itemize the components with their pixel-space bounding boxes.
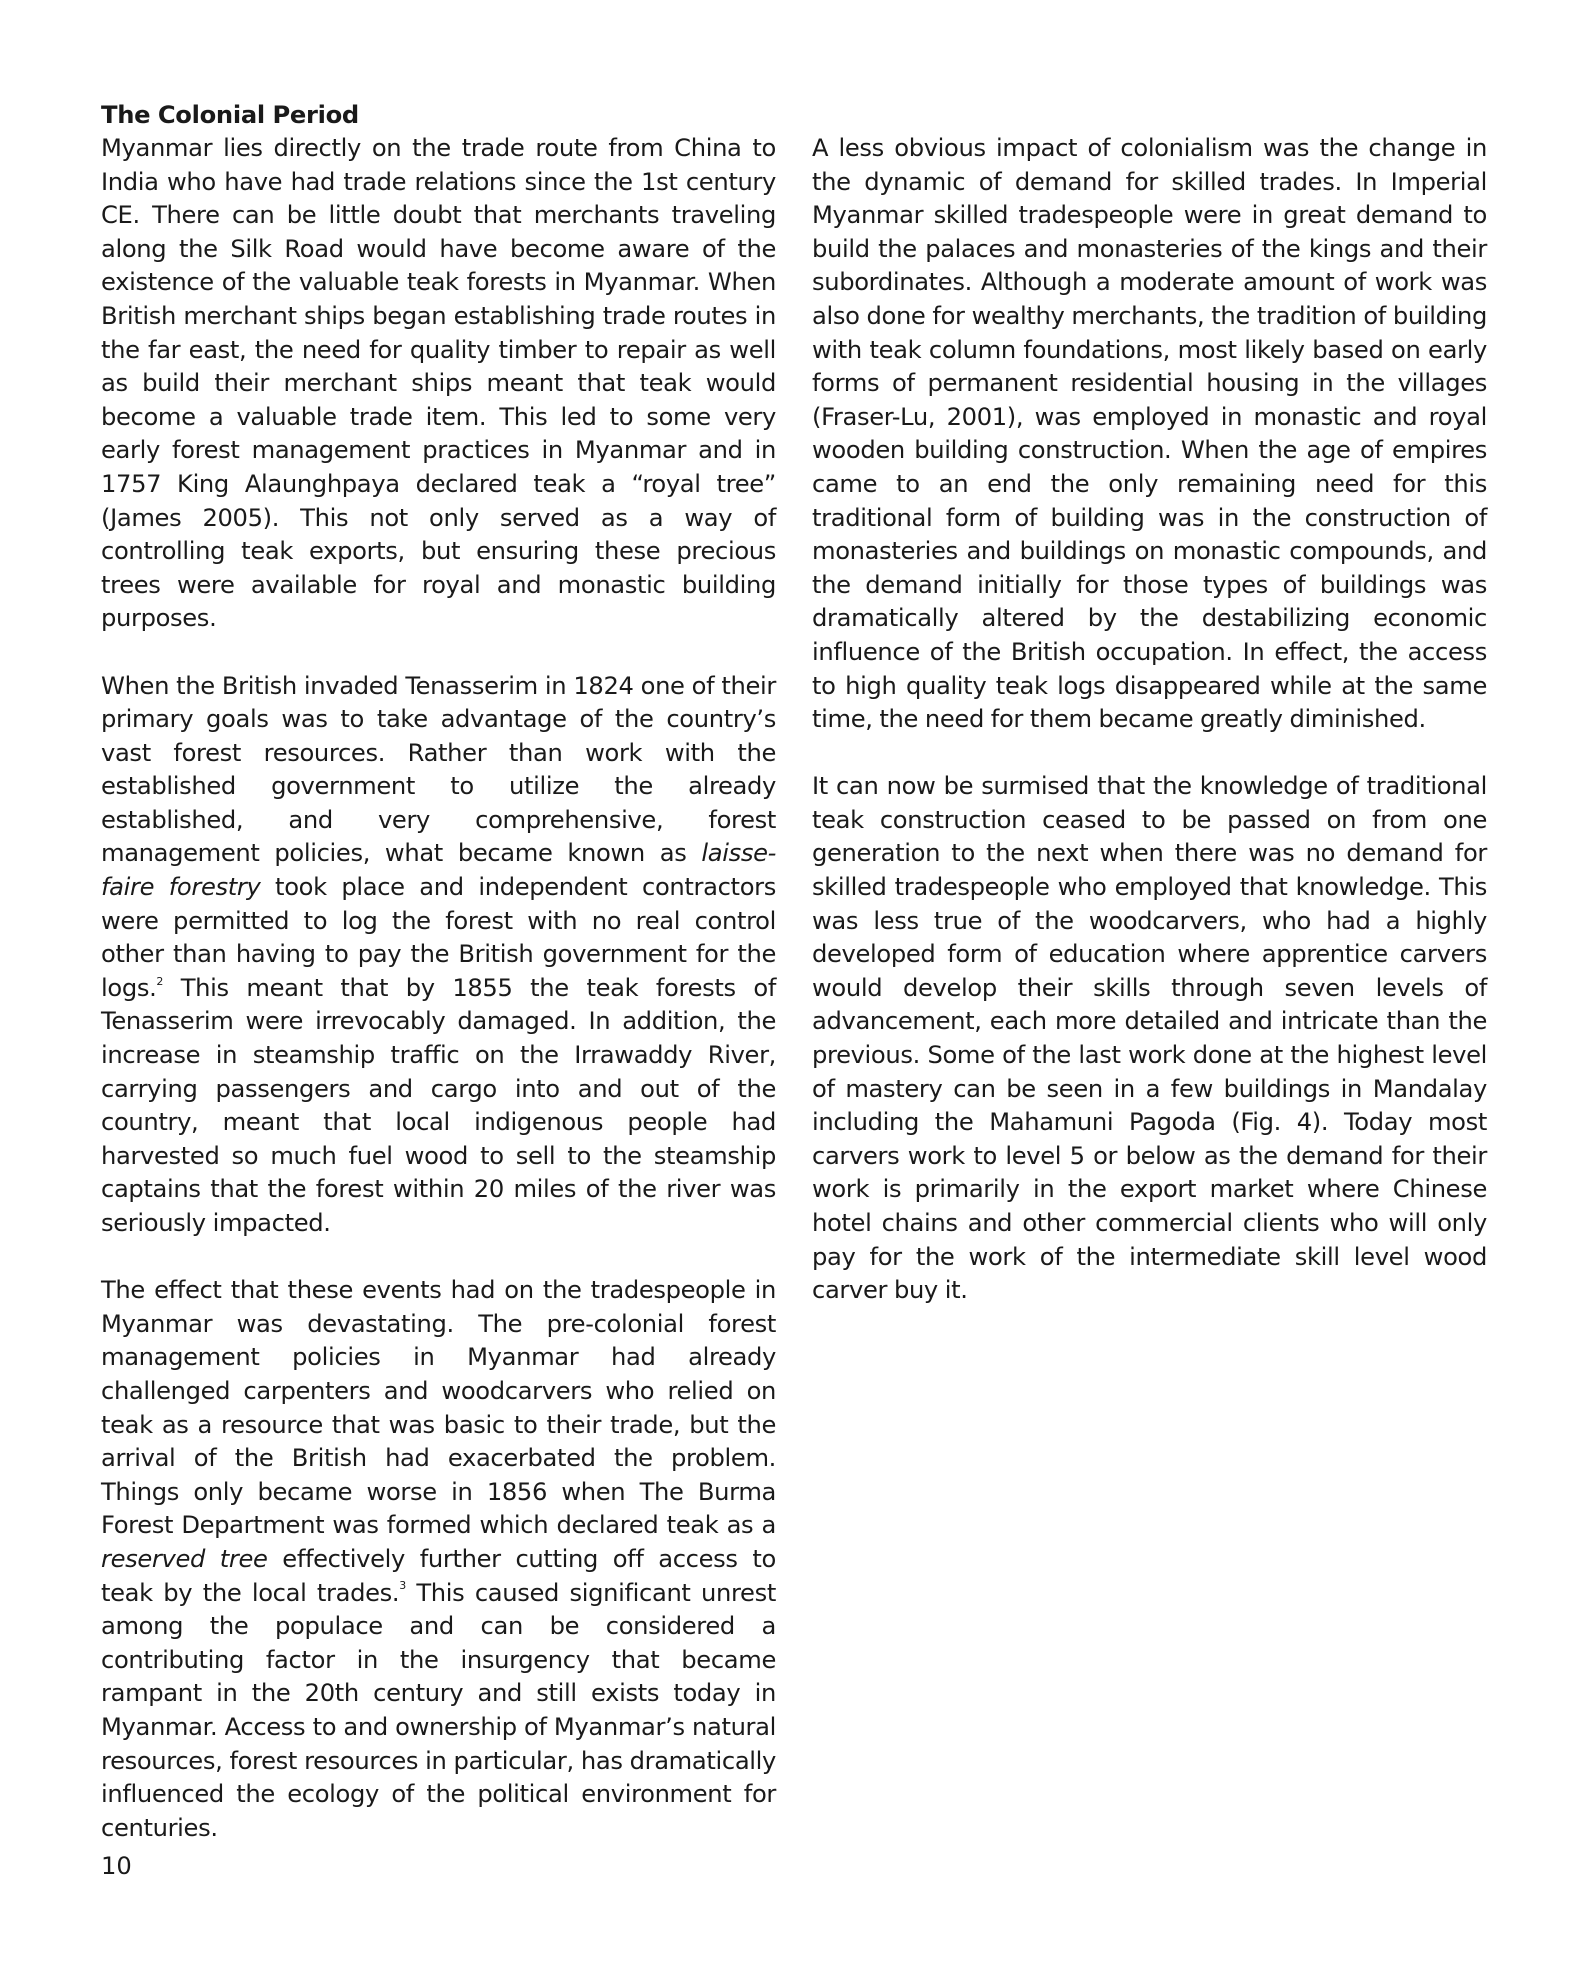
- right-column: [812, 132, 1487, 1308]
- paragraph-demand-skilled-trades: A less obvious impact of colonialism was the change in the dynamic of demand for skilled trades. In Imperial Myanmar skilled tradespeople were in great demand to build the palaces and monasteries of the kings and their subordinates. Although a moderate amount of work was also done for wealthy merchants, the tradition of building with teak column foundations, most likely based on early forms of permanent residential housing in the villages (Fraser-Lu, 2001), was employed in monastic and royal wooden building construction. When the age of empires came to an end the only remaining need for this traditional form of building was in the construction of monasteries and buildings on monastic compounds, and the demand initially for those types of buildings was dramatically altered by the destabilizing economic influence of the British occupation. In effect, the access to high quality teak logs disappeared while at the same time, the need for them became greatly diminished.: [812, 134, 1487, 734]
- footnote-marker-3: 3: [399, 1579, 406, 1593]
- left-column: [101, 98, 776, 1845]
- paragraph-text: This meant that by 1855 the teak forests of Tenasserim were irrevocably damaged. In addition, the increase in steamship traffic on the Irrawaddy River, carrying passengers and cargo into and out of the country, meant that local indigenous people had harvested so much fuel wood to sell to the steamship captains that the forest within 20 miles of the river was seriously impacted.: [101, 973, 776, 1237]
- paragraph-text: effectively further cutting off access to teak by the local trades.: [101, 1544, 776, 1607]
- italic-term-laisse-faire: laisse-faire forestry: [101, 839, 776, 902]
- paragraph-text: The effect that these events had on the tradespeople in Myanmar was devastating. The pre-colonial forest management policies in Myanmar had already challenged carpenters and woodcarvers who relied on teak as a resource that was basic to their trade, but the arrival of the British had exacerbated the problem. Things only became worse in 1856 when The Burma Forest Department was formed which declared teak as a: [101, 1276, 776, 1540]
- page-number: 10: [101, 1852, 132, 1880]
- paragraph-knowledge-loss: It can now be surmised that the knowledge of traditional teak construction ceased to be passed on from one generation to the next when there was no demand for skilled tradespeople who employed that knowledge. This was less true of the woodcarvers, who had a highly developed form of education where apprentice carvers would develop their skills through seven levels of advancement, each more detailed and intricate than the previous. Some of the last work done at the highest level of mastery can be seen in a few buildings in Mandalay including the Mahamuni Pagoda (Fig. 4). Today most carvers work to level 5 or below as the demand for their work is primarily in the export market where Chinese hotel chains and other commercial clients who will only pay for the work of the intermediate skill level wood carver buy it.: [812, 772, 1487, 1305]
- paragraph-british-invasion: [101, 670, 776, 1241]
- paragraph-text: This caused significant unrest among the populace and can be considered a contributing factor in the insurgency that became rampant in the 20th century and still exists today in Myanmar. Access to and ownership of Myanmar’s natural resources, forest resources in particular, has dramatically influenced the ecology of the political environment for centuries.: [101, 1578, 776, 1842]
- section-heading: The Colonial Period: [101, 101, 359, 129]
- paragraph-text: Myanmar lies directly on the trade route from China to India who have had trade relations since the 1st century CE. There can be little doubt that merchants traveling along the Silk Road would have become aware of the existence of the valuable teak forests in Myanmar. When British merchant ships began establishing trade routes in the far east, the need for quality timber to repair as well as build their merchant ships meant that teak would become a valuable trade item. This led to some very early forest management practices in Myanmar and in 1757 King Alaunghpaya declared teak a “royal tree” (James 2005). This not only served as a way of controlling teak exports, but ensuring these precious trees were available for royal and monastic building purposes.: [101, 134, 776, 633]
- paragraph-text: took place and independent contractors were permitted to log the forest with no real control other than having to pay the British government for the logs.: [101, 873, 776, 1002]
- footnote-marker-2: 2: [156, 974, 164, 988]
- italic-term-reserved-tree: reserved tree: [101, 1544, 268, 1573]
- paragraph-trade-route: [101, 132, 776, 636]
- paragraph-tradespeople-effect: [101, 1274, 776, 1845]
- paragraph-text: When the British invaded Tenasserim in 1824 one of their primary goals was to take advantage of the country’s vast forest resources. Rather than work with the established government to utilize the already established, and very comprehensive, forest management policies, what became known as: [101, 671, 776, 868]
